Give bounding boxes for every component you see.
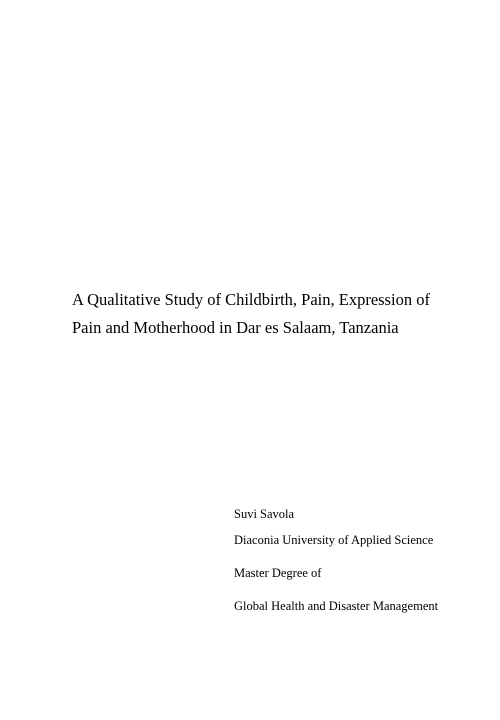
title-block bbox=[72, 286, 472, 342]
title-line-1: A Qualitative Study of Childbirth, Pain, Expression of bbox=[72, 290, 430, 309]
degree-text: Master Degree of bbox=[234, 566, 322, 580]
title-line-2: Pain and Motherhood in Dar es Salaam, Tanzania bbox=[72, 318, 399, 337]
program-name: Global Health and Disaster Management bbox=[234, 599, 439, 613]
author-name: Suvi Savola bbox=[234, 507, 295, 521]
author-block bbox=[234, 506, 484, 614]
institution-name: Diaconia University of Applied Science bbox=[234, 533, 434, 547]
